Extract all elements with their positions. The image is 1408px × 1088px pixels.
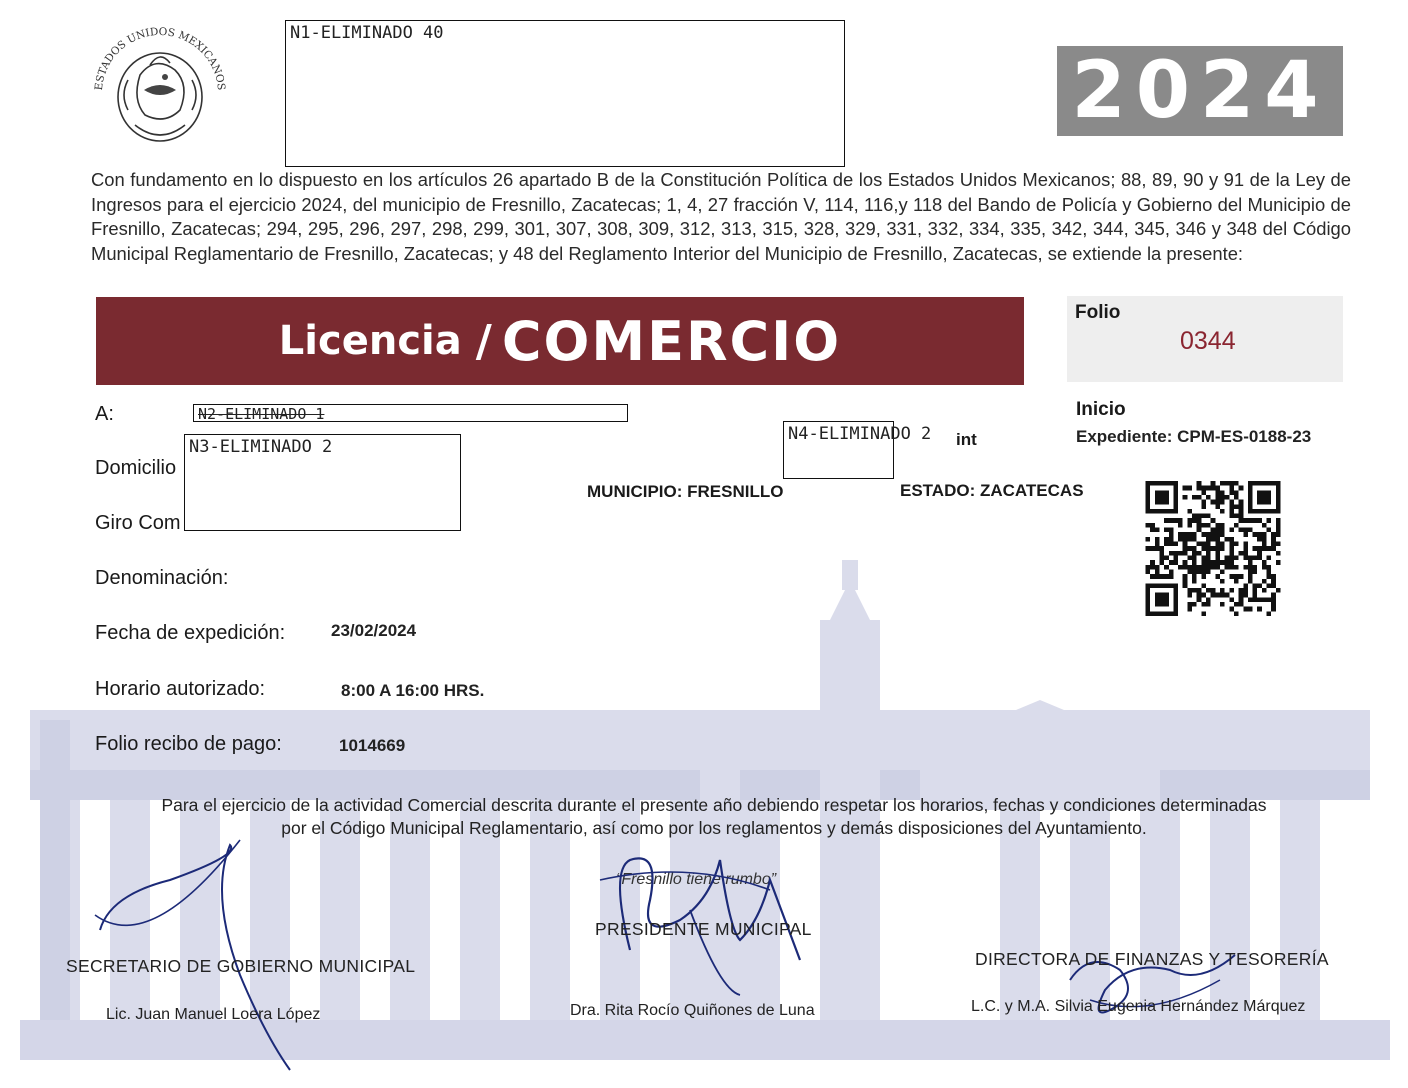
signature-right-title: DIRECTORA DE FINANZAS Y TESORERÍA xyxy=(975,949,1329,969)
folio-label: Folio xyxy=(1075,302,1121,323)
disclaimer-line-2: por el Código Municipal Reglamentario, así como por los reglamentos y demás disposiciones del Ayuntamiento. xyxy=(281,818,1147,838)
field-fecha-label: Fecha de expedición: xyxy=(95,622,286,644)
field-horario-label: Horario autorizado: xyxy=(95,678,266,700)
redaction-box xyxy=(783,421,932,479)
municipio-value: MUNICIPIO: FRESNILLO xyxy=(587,482,784,501)
svg-text:ESTADOS UNIDOS MEXICANOS: ESTADOS UNIDOS MEXICANOS xyxy=(92,25,228,91)
license-title-banner xyxy=(96,297,1024,385)
redaction-box xyxy=(285,20,845,167)
field-recibo-label: Folio recibo de pago: xyxy=(95,733,282,755)
signature-left-title: SECRETARIO DE GOBIERNO MUNICIPAL xyxy=(66,956,416,976)
signature-left-name: Lic. Juan Manuel Loera López xyxy=(106,1006,321,1023)
title-comercio: COMERCIO xyxy=(501,309,842,373)
disclaimer-paragraph xyxy=(84,794,1344,840)
field-denominacion-label: Denominación: xyxy=(95,567,229,589)
redaction-label: N1-ELIMINADO 40 xyxy=(290,23,444,43)
field-fecha-value: 23/02/2024 xyxy=(331,621,417,640)
signature-left-icon xyxy=(90,835,290,1075)
field-giro-label: Giro Com xyxy=(95,512,181,534)
title-licencia: Licencia xyxy=(278,318,462,364)
redaction-box xyxy=(193,404,628,422)
motto-text: “Fresnillo tiene rumbo” xyxy=(616,871,777,888)
redaction-label: N4-ELIMINADO 2 xyxy=(788,424,932,444)
title-separator: / xyxy=(475,315,492,367)
signature-right-name: L.C. y M.A. Silvia Eugenia Hernández Márquez xyxy=(971,998,1306,1015)
legal-basis-paragraph: Con fundamento en lo dispuesto en los artículos 26 apartado B de la Constitución Política de los Estados Unidos Mexicanos; 88, 89, 90 y 91 de la Ley de Ingresos para el ejercicio 2024, del municipio de Fresnillo, Zacatecas; 1, 4, 27 fracción V, 114, 116,y 118 del Bando de Policía y Gobierno del Municipio de Fresnillo, Zacatecas; 294, 295, 296, 297, 298, 299, 301, 307, 308, 309, 312, 313, 315, 328, 329, 331, 332, 334, 335, 342, 344, 345, 346 y 348 del Código Municipal Reglamentario de Fresnillo, Zacatecas; y 48 del Reglamento Interior del Municipio de Fresnillo, Zacatecas, se extiende la presente: xyxy=(91,169,1351,264)
disclaimer-line-1: Para el ejercicio de la actividad Comercial descrita durante el presente año debiendo respetar los horarios, fechas y condiciones determinadas xyxy=(161,795,1267,815)
redaction-label: N3-ELIMINADO 2 xyxy=(189,437,333,457)
year-badge: 2024 xyxy=(1057,46,1343,136)
estado-value: ESTADO: ZACATECAS xyxy=(900,481,1084,500)
redaction-box xyxy=(184,434,461,531)
redaction-label: N2-ELIMINADO 1 xyxy=(198,405,325,423)
folio-number: 0344 xyxy=(1180,327,1236,355)
signature-center-title: PRESIDENTE MUNICIPAL xyxy=(595,919,812,939)
mexican-coat-of-arms-icon xyxy=(80,15,240,160)
field-recibo-value: 1014669 xyxy=(339,736,406,755)
field-a-label: A: xyxy=(95,403,114,425)
inicio-label: Inicio xyxy=(1076,399,1126,420)
qr-code-icon xyxy=(1144,481,1282,616)
expediente-number: Expediente: CPM-ES-0188-23 xyxy=(1076,427,1312,446)
field-horario-value: 8:00 A 16:00 HRS. xyxy=(341,681,485,700)
interior-suffix: int xyxy=(956,430,977,449)
signature-center-name: Dra. Rita Rocío Quiñones de Luna xyxy=(570,1002,815,1019)
field-domicilio-label: Domicilio xyxy=(95,457,177,479)
